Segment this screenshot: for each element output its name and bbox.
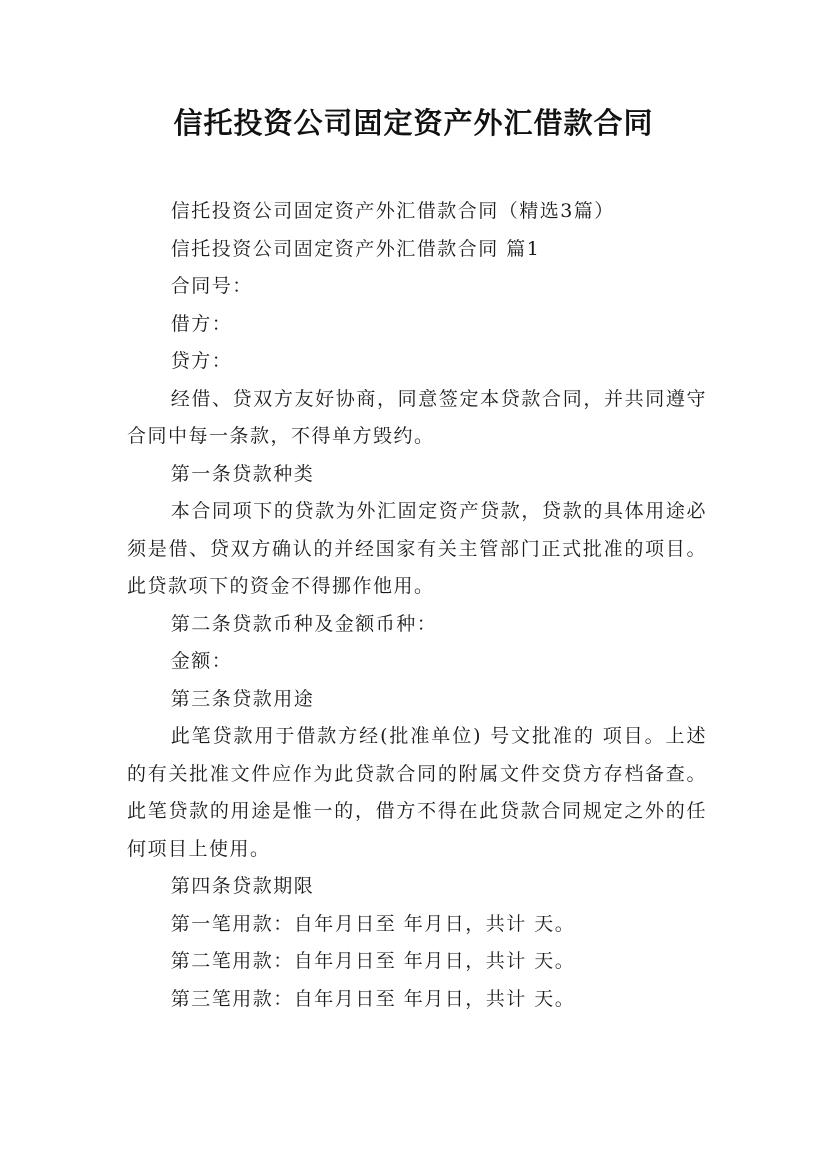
document-body bbox=[127, 193, 707, 1018]
document-title: 信托投资公司固定资产外汇借款合同 bbox=[173, 106, 654, 140]
paragraph-drawdown-1: 第一笔用款：自年月日至 年月日，共计 天。 bbox=[170, 912, 576, 935]
paragraph-article-1-body: 本合同项下的贷款为外汇固定资产贷款，贷款的具体用途必须是借、贷双方确认的并经国家有关主管部门正式批准的项目。此贷款项下的资金不得挪作他用。 bbox=[127, 500, 707, 597]
paragraph-contract-number: 合同号： bbox=[170, 275, 253, 297]
paragraph-article-3-body: 此笔贷款用于借款方经(批准单位) 号文批准的 项目。上述的有关批准文件应作为此贷款合同的附属文件交贷方存档备查。此笔贷款的用途是惟一的，借方不得在此贷款合同规定之外的任何项目上使用。 bbox=[127, 725, 707, 860]
paragraph-subtitle: 信托投资公司固定资产外汇借款合同（精选3篇） bbox=[170, 200, 615, 222]
paragraph-drawdown-2: 第二笔用款：自年月日至 年月日，共计 天。 bbox=[170, 950, 576, 972]
paragraph-borrower: 借方： bbox=[170, 312, 233, 335]
paragraph-article-4-heading: 第四条贷款期限 bbox=[170, 875, 315, 897]
paragraph-preamble: 经借、贷双方友好协商，同意签定本贷款合同，并共同遵守合同中每一条款，不得单方毁约。 bbox=[127, 387, 707, 447]
paragraph-article-2-currency: 第二条贷款币种及金额币种： bbox=[170, 612, 438, 635]
paragraph-drawdown-3: 第三笔用款：自年月日至 年月日，共计 天。 bbox=[170, 987, 576, 1010]
paragraph-section-heading: 信托投资公司固定资产外汇借款合同 篇1 bbox=[170, 237, 541, 260]
paragraph-article-3-heading: 第三条贷款用途 bbox=[170, 687, 315, 710]
paragraph-lender: 贷方： bbox=[170, 350, 233, 372]
paragraph-article-2-amount: 金额： bbox=[170, 650, 233, 672]
paragraph-article-1-heading: 第一条贷款种类 bbox=[170, 462, 315, 485]
